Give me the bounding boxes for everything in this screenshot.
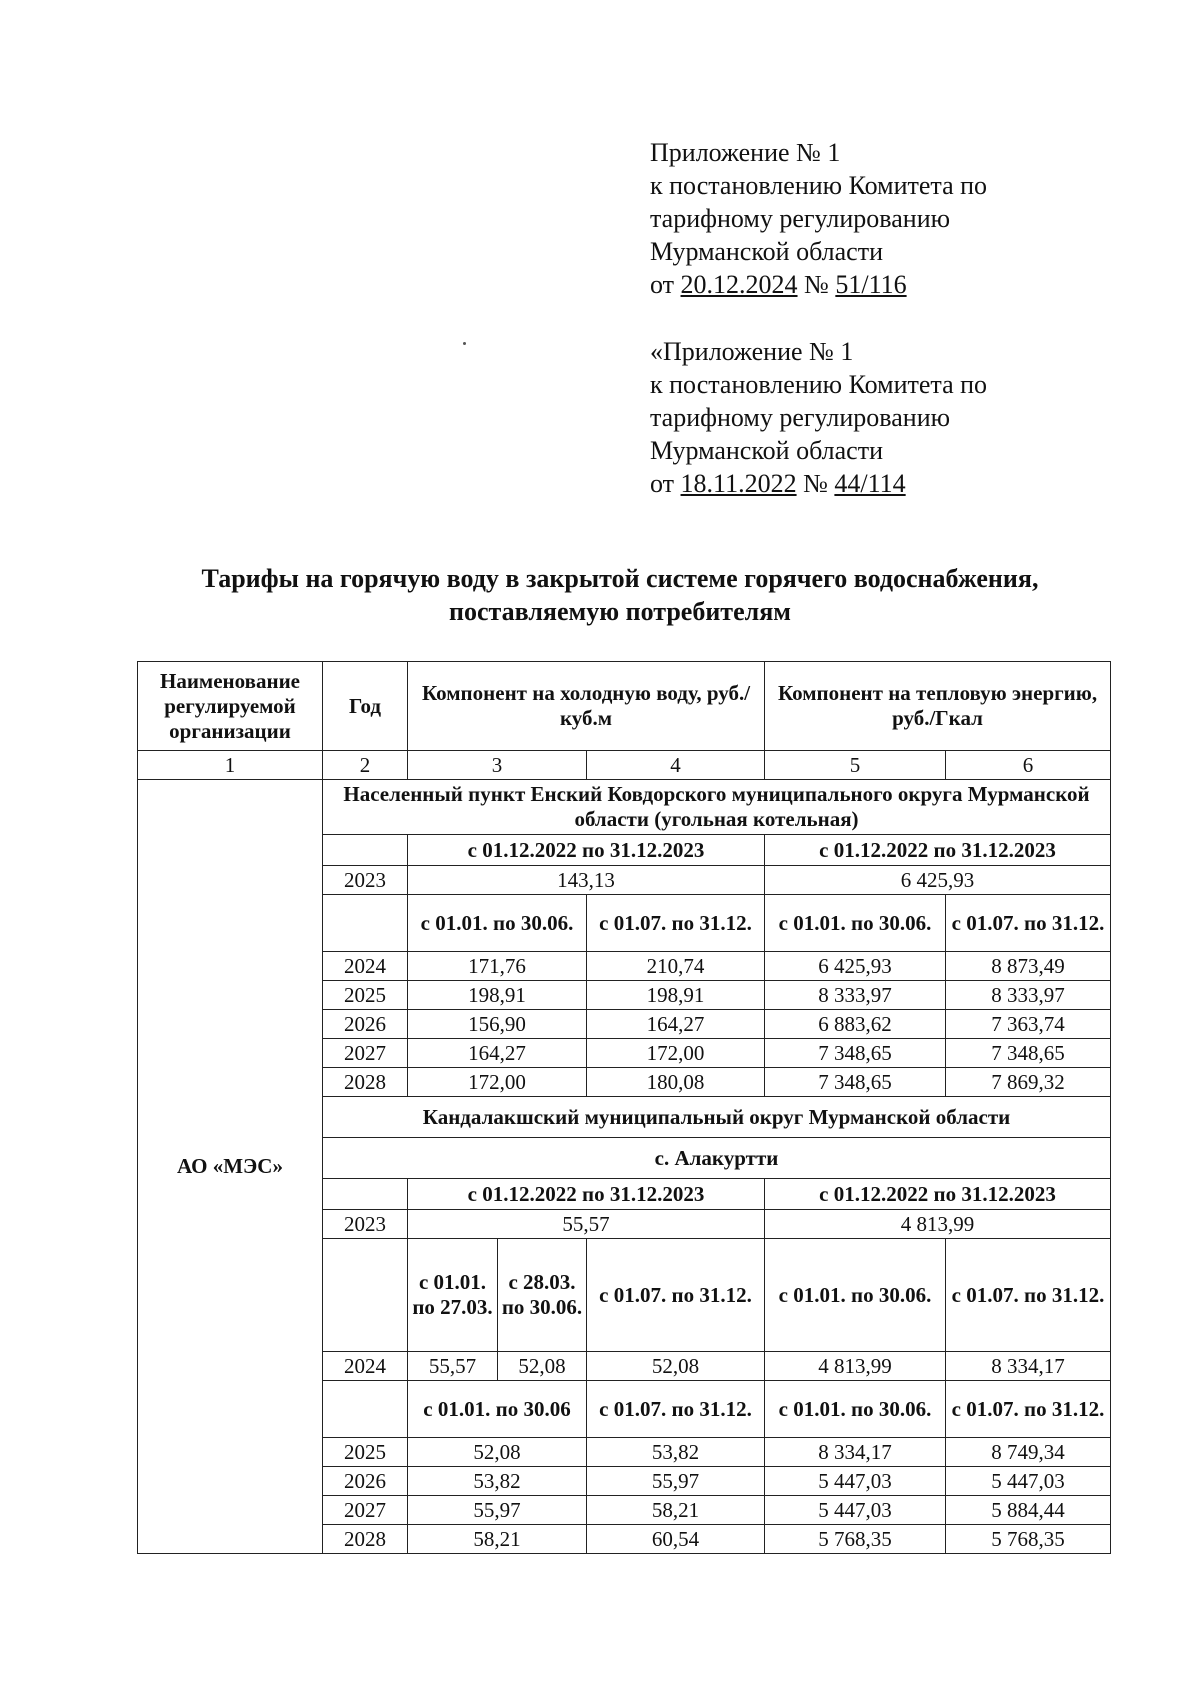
approval-number: 44/114 [834, 469, 906, 498]
period-label: с 01.01. по 27.03. [408, 1239, 498, 1352]
document-title-line2: поставляемую потребителям [449, 597, 791, 626]
half-year-label: с 01.01. по 30.06 [408, 1381, 587, 1438]
half-year-label: с 01.07. по 31.12. [946, 1381, 1111, 1438]
header-heat-energy: Компонент на тепловую энергию, руб./Гкал [765, 662, 1111, 751]
heat-value: 7 348,65 [765, 1068, 946, 1097]
year-cell: 2025 [323, 1438, 408, 1467]
approval-number: 51/116 [835, 270, 907, 299]
period-heat: с 01.12.2022 по 31.12.2023 [765, 835, 1111, 866]
year-cell: 2027 [323, 1039, 408, 1068]
column-number: 3 [408, 751, 587, 780]
half-year-label: с 01.07. по 31.12. [587, 895, 765, 952]
column-number: 5 [765, 751, 946, 780]
year-cell: 2025 [323, 981, 408, 1010]
year-cell: 2027 [323, 1496, 408, 1525]
tariff-table [137, 661, 1111, 1554]
heat-value: 7 869,32 [946, 1068, 1111, 1097]
period-label: с 01.07. по 31.12. [587, 1239, 765, 1352]
year-cell: 2028 [323, 1068, 408, 1097]
heat-value: 5 447,03 [765, 1467, 946, 1496]
year-cell: 2024 [323, 1352, 408, 1381]
cold-value: 55,97 [587, 1467, 765, 1496]
approval-from: от [650, 469, 675, 498]
heat-value: 5 447,03 [946, 1467, 1111, 1496]
half-year-label: с 01.01. по 30.06. [765, 1381, 946, 1438]
section-subtitle: с. Алакуртти [323, 1138, 1111, 1179]
cold-value: 172,00 [408, 1068, 587, 1097]
approval-line: «Приложение № 1 [650, 337, 854, 366]
period-label: с 28.03. по 30.06. [498, 1239, 587, 1352]
cold-value: 55,97 [408, 1496, 587, 1525]
heat-value: 8 749,34 [946, 1438, 1111, 1467]
approval-date: 18.11.2022 [680, 469, 797, 498]
cold-value: 52,08 [498, 1352, 587, 1381]
heat-value: 6 425,93 [765, 952, 946, 981]
empty-cell [323, 835, 408, 866]
cold-value: 60,54 [587, 1525, 765, 1554]
approval-date-line [650, 467, 1130, 500]
period-heat: с 01.12.2022 по 31.12.2023 [765, 1179, 1111, 1210]
empty-cell [323, 1381, 408, 1438]
heat-value: 4 813,99 [765, 1210, 1111, 1239]
half-year-label: с 01.01. по 30.06. [765, 895, 946, 952]
year-cell: 2028 [323, 1525, 408, 1554]
heat-value: 8 334,17 [946, 1352, 1111, 1381]
column-numbers-row [138, 751, 1111, 780]
heat-value: 5 768,35 [765, 1525, 946, 1554]
document-title-line1: Тарифы на горячую воду в закрытой системе горячего водоснабжения, [201, 564, 1039, 593]
year-cell: 2024 [323, 952, 408, 981]
document-title [100, 562, 1140, 628]
year-cell: 2026 [323, 1010, 408, 1039]
approval-line: к постановлению Комитета по [650, 370, 988, 399]
approval-block-current [650, 136, 1130, 301]
cold-value: 171,76 [408, 952, 587, 981]
approval-line: Мурманской области [650, 436, 883, 465]
header-row [138, 662, 1111, 751]
half-year-label: с 01.07. по 31.12. [946, 895, 1111, 952]
cold-value: 198,91 [408, 981, 587, 1010]
cold-value: 55,57 [408, 1352, 498, 1381]
cold-value: 164,27 [408, 1039, 587, 1068]
organization-cell: АО «МЭС» [138, 780, 323, 1554]
column-number: 6 [946, 751, 1111, 780]
empty-cell [323, 1179, 408, 1210]
heat-value: 7 363,74 [946, 1010, 1111, 1039]
section-title: Населенный пункт Енский Ковдорского муниципального округа Мурманской области (угольная котельная) [323, 780, 1111, 835]
heat-value: 6 425,93 [765, 866, 1111, 895]
scan-speck [463, 342, 466, 345]
year-cell: 2023 [323, 866, 408, 895]
approval-no-sign: № [803, 469, 828, 498]
cold-value: 172,00 [587, 1039, 765, 1068]
cold-value: 180,08 [587, 1068, 765, 1097]
heat-value: 5 447,03 [765, 1496, 946, 1525]
year-cell: 2023 [323, 1210, 408, 1239]
header-year: Год [323, 662, 408, 751]
approval-date-line [650, 268, 1130, 301]
column-number: 1 [138, 751, 323, 780]
cold-value: 52,08 [587, 1352, 765, 1381]
approval-no-sign: № [804, 270, 829, 299]
heat-value: 8 333,97 [946, 981, 1111, 1010]
heat-value: 6 883,62 [765, 1010, 946, 1039]
heat-value: 8 873,49 [946, 952, 1111, 981]
heat-value: 5 884,44 [946, 1496, 1111, 1525]
cold-value: 53,82 [587, 1438, 765, 1467]
cold-value: 58,21 [408, 1525, 587, 1554]
section-title: Кандалакшский муниципальный округ Мурманской области [323, 1097, 1111, 1138]
period-label: с 01.07. по 31.12. [946, 1239, 1111, 1352]
cold-value: 58,21 [587, 1496, 765, 1525]
heat-value: 4 813,99 [765, 1352, 946, 1381]
approval-date: 20.12.2024 [680, 270, 798, 299]
header-cold-water: Компонент на холодную воду, руб./куб.м [408, 662, 765, 751]
approval-block-original [650, 335, 1130, 500]
cold-value: 198,91 [587, 981, 765, 1010]
period-cold: с 01.12.2022 по 31.12.2023 [408, 835, 765, 866]
year-cell: 2026 [323, 1467, 408, 1496]
heat-value: 7 348,65 [946, 1039, 1111, 1068]
cold-value: 156,90 [408, 1010, 587, 1039]
approval-from: от [650, 270, 675, 299]
period-label: с 01.01. по 30.06. [765, 1239, 946, 1352]
column-number: 2 [323, 751, 408, 780]
empty-cell [323, 895, 408, 952]
cold-value: 55,57 [408, 1210, 765, 1239]
half-year-label: с 01.07. по 31.12. [587, 1381, 765, 1438]
cold-value: 164,27 [587, 1010, 765, 1039]
heat-value: 5 768,35 [946, 1525, 1111, 1554]
cold-value: 143,13 [408, 866, 765, 895]
cold-value: 52,08 [408, 1438, 587, 1467]
period-cold: с 01.12.2022 по 31.12.2023 [408, 1179, 765, 1210]
approval-line: тарифному регулированию [650, 204, 951, 233]
column-number: 4 [587, 751, 765, 780]
approval-line: к постановлению Комитета по [650, 171, 988, 200]
approval-line: тарифному регулированию [650, 403, 951, 432]
header-organization: Наименование регулируемой организации [138, 662, 323, 751]
empty-cell [323, 1239, 408, 1352]
cold-value: 210,74 [587, 952, 765, 981]
heat-value: 8 333,97 [765, 981, 946, 1010]
section-title-row [138, 780, 1111, 835]
cold-value: 53,82 [408, 1467, 587, 1496]
heat-value: 8 334,17 [765, 1438, 946, 1467]
half-year-label: с 01.01. по 30.06. [408, 895, 587, 952]
approval-line: Мурманской области [650, 237, 883, 266]
heat-value: 7 348,65 [765, 1039, 946, 1068]
approval-line: Приложение № 1 [650, 138, 841, 167]
